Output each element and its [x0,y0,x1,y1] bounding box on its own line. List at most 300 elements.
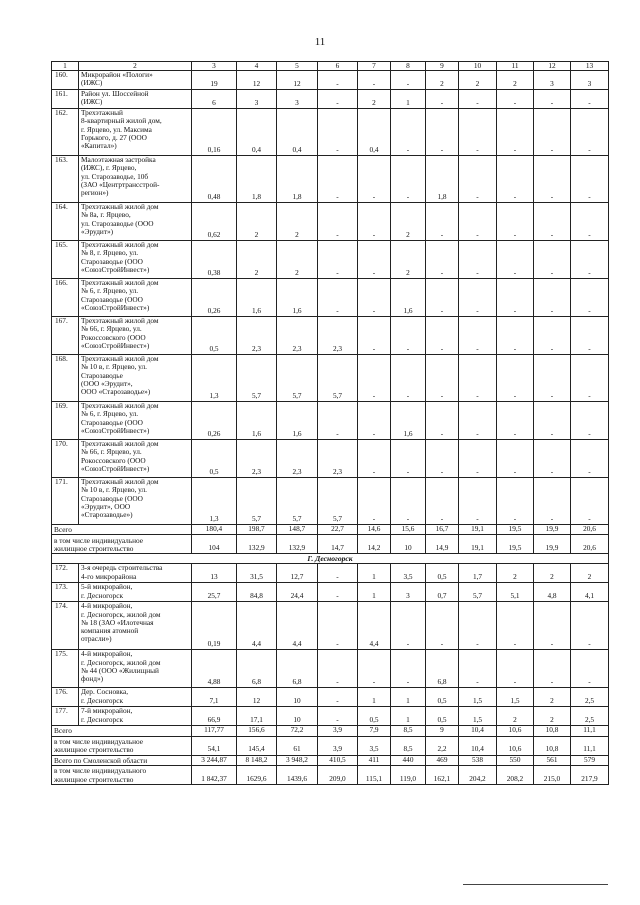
total-value: 208,2 [497,765,534,784]
total-value: 410,5 [318,755,358,765]
table-row [52,554,609,564]
total-value: 10 [391,535,426,554]
row-value: 1 [391,688,426,707]
row-value: 0,48 [192,156,237,203]
column-header: 13 [571,62,609,71]
total-value: 3,9 [318,736,358,755]
total-value: 132,9 [237,535,277,554]
row-value: 12 [237,688,277,707]
row-name: Трехэтажный жилой дом № 6, г. Ярцево, ул. Старозаводье (ООО «СоюзСтройИнвест») [79,402,192,440]
row-value: 2 [391,203,426,241]
row-value: 7,1 [192,688,237,707]
row-value: 19 [192,71,237,90]
table-row [52,564,609,583]
row-number: 171. [52,478,79,525]
row-value: - [391,602,426,650]
row-value: 1,6 [237,279,277,317]
row-value: 1 [358,583,391,602]
total-value: 16,7 [426,525,459,535]
row-value: 2 [497,564,534,583]
column-header: 5 [277,62,318,71]
total-value: 19,1 [459,525,497,535]
row-value: - [497,241,534,279]
total-value: 115,1 [358,765,391,784]
row-value: 2 [358,90,391,109]
row-number: 166. [52,279,79,317]
table-row [52,62,609,71]
total-value: 19,5 [497,535,534,554]
total-value: 10,4 [459,726,497,736]
row-value: 66,9 [192,707,237,726]
total-value: 180,4 [192,525,237,535]
row-value: 4,1 [571,583,609,602]
row-number: 170. [52,440,79,478]
row-value: 0,62 [192,203,237,241]
table-row [52,317,609,355]
column-header: 10 [459,62,497,71]
table-body [52,62,609,785]
total-value: 3 948,2 [277,755,318,765]
row-name: Трехэтажный жилой дом № 8, г. Ярцево, ул. Старозаводье (ООО «СоюзСтройИнвест») [79,241,192,279]
row-value: - [358,279,391,317]
row-value: - [391,440,426,478]
row-value: - [318,564,358,583]
table-row [52,402,609,440]
row-value: 1,7 [459,564,497,583]
row-value: 0,4 [237,109,277,156]
total-value: 14,7 [318,535,358,554]
total-value: 3,9 [318,726,358,736]
total-value: 10,6 [497,726,534,736]
row-value: - [459,109,497,156]
table-row [52,241,609,279]
row-value: 1,5 [459,688,497,707]
total-value: 54,1 [192,736,237,755]
row-value: - [391,650,426,688]
row-value: 1,3 [192,478,237,525]
row-value: - [534,203,571,241]
total-value: 145,4 [237,736,277,755]
table-row [52,109,609,156]
row-name: Трехэтажный жилой дом № 6, г. Ярцево, ул. Старозаводье (ООО «СоюзСтройИнвест») [79,279,192,317]
total-value: 2,2 [426,736,459,755]
row-value: 6,8 [426,650,459,688]
row-value: 6,8 [237,650,277,688]
row-value: - [459,90,497,109]
table-row [52,583,609,602]
row-value: 5,7 [318,478,358,525]
row-value: - [459,402,497,440]
column-header: 6 [318,62,358,71]
total-label: в том числе индивидуальное жилищное строительство [52,736,192,755]
row-value: - [459,440,497,478]
row-value: - [391,109,426,156]
row-value: 0,5 [192,317,237,355]
row-value: - [534,279,571,317]
total-value: 3 244,87 [192,755,237,765]
row-value: 25,7 [192,583,237,602]
total-value: 10,8 [534,726,571,736]
footer-line [463,884,608,885]
row-value: 1,6 [391,279,426,317]
row-value: 0,19 [192,602,237,650]
total-value: 72,2 [277,726,318,736]
row-name: 7-й микрорайон, г. Десногорск [79,707,192,726]
column-header: 2 [79,62,192,71]
row-number: 162. [52,109,79,156]
row-value: - [318,279,358,317]
row-number: 163. [52,156,79,203]
row-name: Трехэтажный жилой дом № 66, г. Ярцево, ул. Рокоссовского (ООО «СоюзСтройИнвест») [79,317,192,355]
row-number: 169. [52,402,79,440]
total-value: 156,6 [237,726,277,736]
row-value: - [391,478,426,525]
row-value: - [318,402,358,440]
table-row [52,726,609,736]
row-value: 2 [237,241,277,279]
row-value: 6 [192,90,237,109]
row-value: - [534,109,571,156]
row-value: 2 [571,564,609,583]
total-value: 3,5 [358,736,391,755]
row-value: 2,3 [277,317,318,355]
row-value: 2,3 [237,317,277,355]
total-value: 22,7 [318,525,358,535]
row-value: - [358,650,391,688]
row-value: - [426,317,459,355]
total-value: 550 [497,755,534,765]
row-value: 3 [277,90,318,109]
total-value: 11,1 [571,726,609,736]
row-number: 173. [52,583,79,602]
total-value: 538 [459,755,497,765]
row-value: 12,7 [277,564,318,583]
row-value: 3 [571,71,609,90]
row-number: 161. [52,90,79,109]
row-number: 167. [52,317,79,355]
total-label: Всего [52,726,192,736]
row-value: 2 [534,688,571,707]
column-header: 7 [358,62,391,71]
row-value: - [426,241,459,279]
table-row [52,765,609,784]
row-value: 1 [391,90,426,109]
row-value: 0,26 [192,402,237,440]
row-name: Трехэтажный жилой дом № 10 в, г. Ярцево, ул. Старозаводье (ООО «Эрудит», ООО «Старозаводье») [79,478,192,525]
column-header: 11 [497,62,534,71]
row-value: - [571,317,609,355]
row-value: - [358,355,391,402]
row-number: 177. [52,707,79,726]
row-value: - [426,90,459,109]
row-value: 2,3 [277,440,318,478]
table-row [52,71,609,90]
row-value: - [497,279,534,317]
row-value: - [497,156,534,203]
row-value: 0,16 [192,109,237,156]
row-value: - [459,650,497,688]
row-number: 160. [52,71,79,90]
row-value: - [534,317,571,355]
row-value: 13 [192,564,237,583]
row-value: - [459,203,497,241]
row-value: 1,5 [459,707,497,726]
row-value: 12 [277,71,318,90]
column-header: 8 [391,62,426,71]
total-value: 8 148,2 [237,755,277,765]
row-value: 5,1 [497,583,534,602]
row-value: - [459,478,497,525]
total-value: 162,1 [426,765,459,784]
total-value: 10,8 [534,736,571,755]
row-value: - [571,650,609,688]
total-value: 20,6 [571,525,609,535]
table-row [52,535,609,554]
row-value: 5,7 [318,355,358,402]
row-value: 2,3 [318,440,358,478]
row-value: 0,4 [358,109,391,156]
row-name: 4-й микрорайон, г. Десногорск, жилой дом № 18 (ЗАО «Илотечная компания атомной отрасли») [79,602,192,650]
total-value: 19,9 [534,535,571,554]
row-value: - [358,71,391,90]
row-value: - [497,650,534,688]
row-name: Район ул. Шоссейной (ИЖС) [79,90,192,109]
row-number: 165. [52,241,79,279]
row-value: - [534,241,571,279]
table-row [52,440,609,478]
total-value: 104 [192,535,237,554]
row-name: Трехэтажный жилой дом № 8а, г. Ярцево, ул. Старозаводье (ООО «Эрудит») [79,203,192,241]
row-value: 0,38 [192,241,237,279]
total-value: 14,6 [358,525,391,535]
row-value: 4,8 [534,583,571,602]
row-value: - [571,241,609,279]
row-value: 2 [426,71,459,90]
row-value: 2 [237,203,277,241]
row-value: - [459,241,497,279]
row-value: - [497,203,534,241]
row-value: - [534,156,571,203]
row-value: - [358,478,391,525]
row-value: 4,88 [192,650,237,688]
row-value: 2,5 [571,707,609,726]
row-value: 0,5 [358,707,391,726]
row-value: 84,8 [237,583,277,602]
row-value: - [358,241,391,279]
row-value: 10 [277,688,318,707]
row-value: - [358,317,391,355]
row-value: - [571,602,609,650]
row-number: 164. [52,203,79,241]
row-value: 3 [237,90,277,109]
row-value: - [318,241,358,279]
row-value: - [426,203,459,241]
row-value: - [426,440,459,478]
row-value: 10 [277,707,318,726]
row-value: - [391,71,426,90]
row-value: - [534,478,571,525]
row-value: - [318,707,358,726]
row-value: 0,7 [426,583,459,602]
table-row [52,355,609,402]
total-value: 469 [426,755,459,765]
row-value: 0,5 [192,440,237,478]
row-value: - [571,478,609,525]
row-value: 1,6 [277,402,318,440]
total-value: 8,5 [391,736,426,755]
page-number: 11 [314,36,326,48]
row-value: - [497,440,534,478]
row-value: - [534,440,571,478]
row-value: 2,3 [318,317,358,355]
row-value: - [318,71,358,90]
row-value: - [534,90,571,109]
column-header: 1 [52,62,79,71]
total-value: 215,0 [534,765,571,784]
table-row [52,279,609,317]
row-value: - [318,156,358,203]
total-value: 204,2 [459,765,497,784]
row-name: Трехэтажный жилой дом № 10 в, г. Ярцево, ул. Старозаводье (ООО «Эрудит», ООО «Старозаводье») [79,355,192,402]
row-name: 4-й микрорайон, г. Десногорск, жилой дом № 44 (ООО «Жилищный фонд») [79,650,192,688]
row-value: 1,8 [237,156,277,203]
total-value: 20,6 [571,535,609,554]
row-value: 5,7 [277,478,318,525]
row-number: 175. [52,650,79,688]
total-value: 8,5 [391,726,426,736]
total-value: 217,9 [571,765,609,784]
housing-table [51,61,609,785]
row-value: - [318,602,358,650]
row-value: - [534,355,571,402]
row-value: - [459,317,497,355]
total-label: в том числе индивидуальное жилищное строительство [52,535,192,554]
row-value: - [497,90,534,109]
total-value: 15,6 [391,525,426,535]
row-value: 5,7 [277,355,318,402]
row-value: 1,3 [192,355,237,402]
total-value: 19,5 [497,525,534,535]
total-label: Всего [52,525,192,535]
column-header: 4 [237,62,277,71]
row-value: - [571,90,609,109]
total-value: 148,7 [277,525,318,535]
total-label: в том числе индивидуального жилищное строительство [52,765,192,784]
row-value: - [571,355,609,402]
row-value: 6,8 [277,650,318,688]
row-value: 0,5 [426,688,459,707]
row-value: - [497,478,534,525]
row-value: 5,7 [237,478,277,525]
row-value: 0,26 [192,279,237,317]
row-value: - [391,317,426,355]
row-value: - [534,602,571,650]
row-value: 24,4 [277,583,318,602]
row-value: - [497,109,534,156]
column-header: 3 [192,62,237,71]
column-header: 9 [426,62,459,71]
total-value: 14,9 [426,535,459,554]
row-value: - [497,355,534,402]
row-value: - [459,355,497,402]
row-value: - [318,688,358,707]
total-value: 440 [391,755,426,765]
row-value: - [426,355,459,402]
total-value: 1 842,37 [192,765,237,784]
row-value: 2 [459,71,497,90]
total-value: 561 [534,755,571,765]
row-value: 1,5 [497,688,534,707]
row-number: 168. [52,355,79,402]
row-value: 0,5 [426,564,459,583]
row-value: - [358,156,391,203]
row-value: 1 [358,564,391,583]
row-value: - [534,402,571,440]
table-row [52,755,609,765]
total-value: 9 [426,726,459,736]
total-value: 1439,6 [277,765,318,784]
row-value: 2 [277,203,318,241]
row-value: - [358,203,391,241]
row-value: 2 [497,707,534,726]
row-value: 4,4 [358,602,391,650]
row-value: 1 [391,707,426,726]
total-value: 10,4 [459,736,497,755]
row-value: - [391,156,426,203]
row-value: 1,6 [237,402,277,440]
table-row [52,602,609,650]
table-row [52,156,609,203]
row-value: 1,8 [277,156,318,203]
table-row [52,736,609,755]
row-value: 0,5 [426,707,459,726]
table-row [52,688,609,707]
total-value: 11,1 [571,736,609,755]
total-value: 1629,6 [237,765,277,784]
row-value: - [358,402,391,440]
row-value: - [358,440,391,478]
row-value: - [571,109,609,156]
row-name: 3-я очередь строительства 4-го микрорайона [79,564,192,583]
table-row [52,478,609,525]
row-value: - [497,602,534,650]
row-value: 12 [237,71,277,90]
row-value: - [318,203,358,241]
total-value: 119,0 [391,765,426,784]
row-value: - [391,355,426,402]
total-value: 19,9 [534,525,571,535]
row-value: 5,7 [237,355,277,402]
row-value: 2,5 [571,688,609,707]
table-row [52,650,609,688]
row-value: - [426,109,459,156]
total-value: 7,9 [358,726,391,736]
row-number: 174. [52,602,79,650]
row-name: Малоэтажная застройка (ИЖС), г. Ярцево, ул. Старозаводье, 10б (ЗАО «Центртрансстрой- регион») [79,156,192,203]
row-value: 3 [391,583,426,602]
row-value: - [426,279,459,317]
row-value: 2,3 [237,440,277,478]
row-name: 5-й микрорайон, г. Десногорск [79,583,192,602]
row-value: - [571,402,609,440]
row-value: - [534,650,571,688]
table-row [52,90,609,109]
row-value: 5,7 [459,583,497,602]
row-name: Трехэтажный жилой дом № 66, г. Ярцево, ул. Рокоссовского (ООО «СоюзСтройИнвест») [79,440,192,478]
row-value: - [497,402,534,440]
row-value: - [318,90,358,109]
table-row [52,707,609,726]
